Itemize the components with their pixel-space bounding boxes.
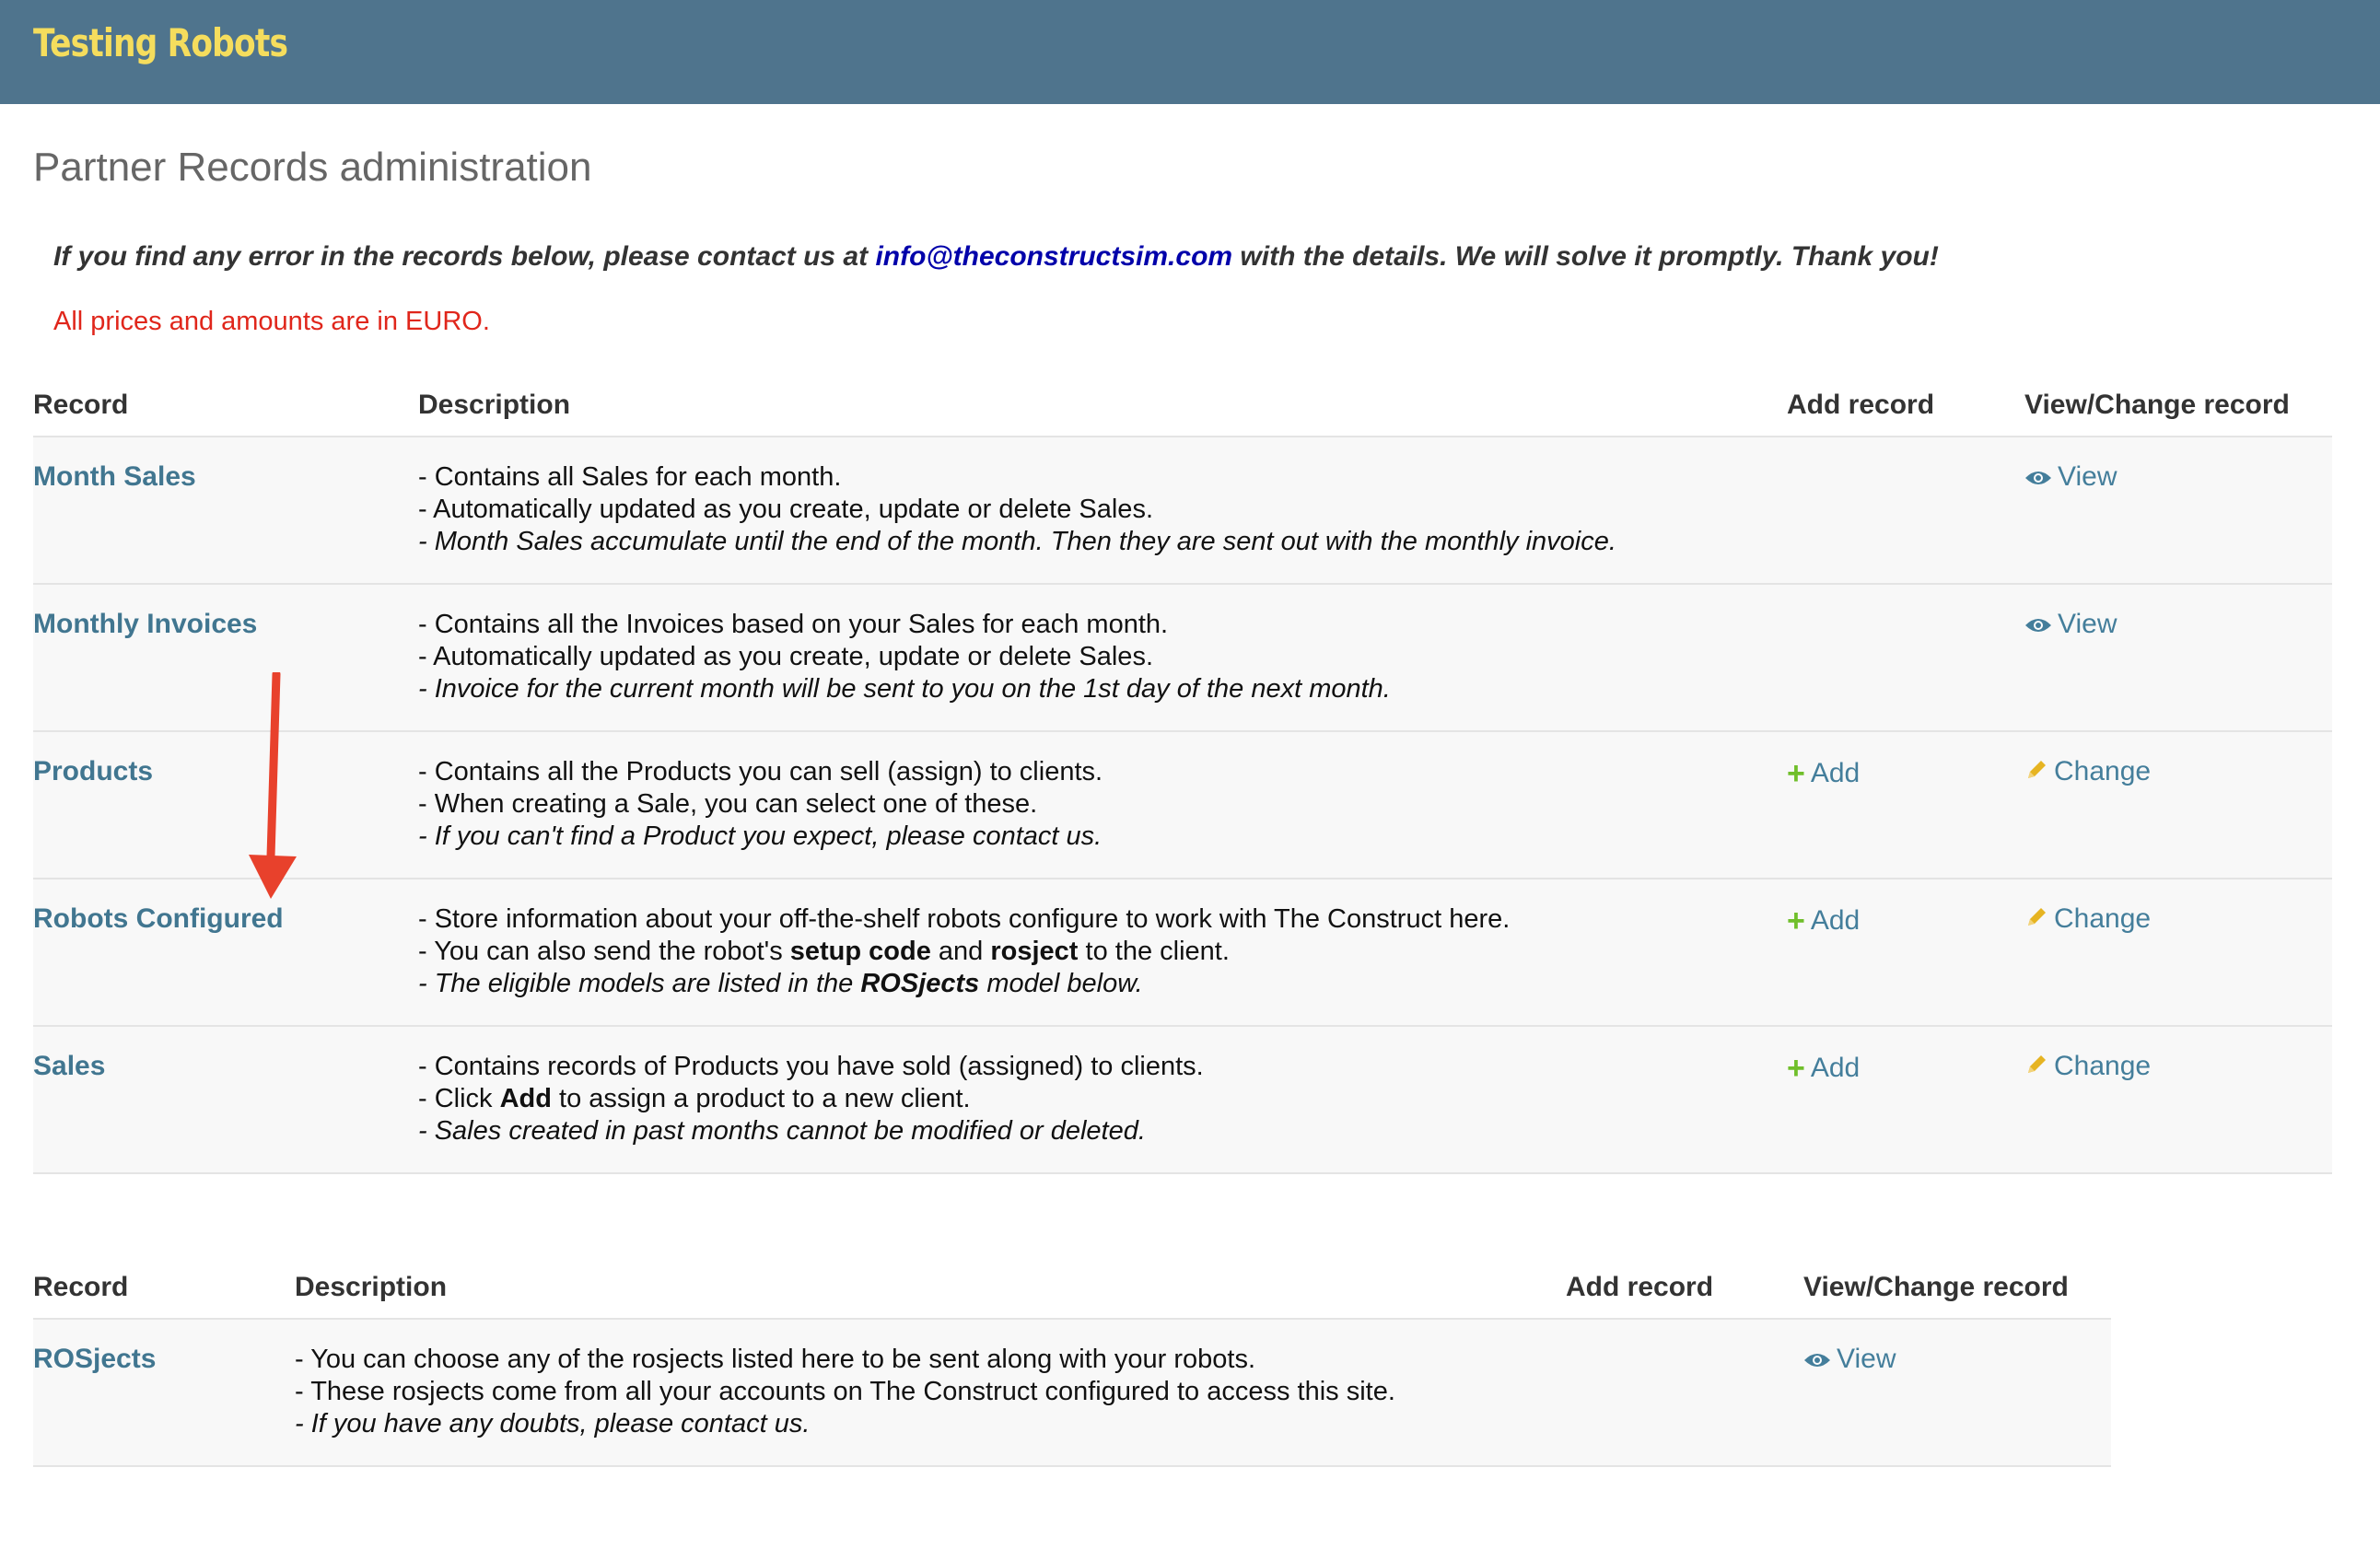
pencil-icon — [2024, 1053, 2048, 1084]
add-cell-empty — [1787, 584, 2024, 731]
change-link-products[interactable] — [2024, 756, 2151, 786]
table-row — [33, 879, 2332, 1026]
col-header-view-change-record: View/Change record — [2024, 390, 2290, 420]
table-row — [33, 1026, 2332, 1173]
record-description — [418, 1026, 1787, 1173]
page-title: Partner Records administration — [33, 145, 592, 190]
view-link-month-sales[interactable] — [2024, 461, 2117, 492]
add-label: Add — [1810, 1053, 1861, 1083]
eye-icon — [1803, 1345, 1831, 1377]
eye-icon — [2024, 611, 2052, 642]
col-header-record: Record — [33, 1272, 129, 1302]
record-link-products[interactable]: Products — [33, 756, 154, 786]
notice-text-after: with the details. We will solve it promptly. Thank you! — [1232, 241, 1939, 272]
col-header-description: Description — [418, 390, 571, 420]
desc-line: - You can choose any of the rosjects listed here to be sent along with your robots. — [295, 1345, 1256, 1374]
desc-line: - When creating a Sale, you can select one of these. — [418, 789, 1038, 819]
pencil-icon — [2024, 758, 2048, 789]
add-link-robots-configured[interactable] — [1787, 905, 1860, 936]
site-brand[interactable]: Testing Robots — [33, 20, 288, 65]
top-header — [0, 0, 2380, 104]
add-label: Add — [1810, 758, 1861, 788]
desc-line: - Contains all the Invoices based on your Sales for each month. — [418, 610, 1169, 639]
desc-text: and — [930, 937, 991, 966]
records-table — [33, 375, 2332, 1174]
desc-text: to assign a product to a new client. — [551, 1084, 971, 1113]
table-row — [33, 584, 2332, 731]
desc-line: - Automatically updated as you create, update or delete Sales. — [418, 495, 1153, 524]
desc-line — [418, 1083, 1787, 1115]
desc-bold: ROSjects — [860, 969, 980, 998]
view-label: View — [2058, 609, 2118, 639]
notice-text-before: If you find any error in the records below, please contact us at — [53, 241, 876, 272]
record-link-robots-configured[interactable]: Robots Configured — [33, 903, 284, 934]
change-label: Change — [2054, 1051, 2152, 1081]
plus-icon: + — [1787, 903, 1805, 938]
change-label: Change — [2054, 903, 2152, 934]
col-header-view-change-record: View/Change record — [1803, 1272, 2069, 1302]
currency-note: All prices and amounts are in EURO. — [53, 307, 490, 336]
table-header-row — [33, 1257, 2111, 1319]
record-description — [418, 584, 1787, 731]
col-header-record: Record — [33, 390, 129, 420]
desc-text: - You can also send the robot's — [418, 937, 790, 966]
col-header-add-record: Add record — [1566, 1272, 1714, 1302]
record-description — [418, 879, 1787, 1026]
change-link-robots-configured[interactable] — [2024, 903, 2151, 934]
desc-line: - If you can't find a Product you expect, please contact us. — [418, 821, 1102, 851]
view-label: View — [2058, 461, 2118, 492]
desc-line: - Month Sales accumulate until the end of the month. Then they are sent out with the monthly invoice. — [418, 527, 1616, 556]
desc-bold: Add — [499, 1084, 552, 1113]
desc-text: to the client. — [1078, 937, 1230, 966]
record-link-month-sales[interactable]: Month Sales — [33, 461, 196, 492]
add-cell-empty — [1787, 437, 2024, 584]
record-link-monthly-invoices[interactable]: Monthly Invoices — [33, 609, 258, 639]
add-link-products[interactable] — [1787, 756, 1861, 791]
table-row — [33, 1319, 2111, 1466]
add-label: Add — [1810, 905, 1861, 936]
error-contact-notice — [53, 241, 1939, 273]
desc-text: - Click — [418, 1084, 500, 1113]
desc-line — [418, 968, 1787, 1000]
view-link-rosjects[interactable] — [1803, 1344, 1896, 1374]
desc-bold: rosject — [990, 937, 1079, 966]
desc-text: model below. — [979, 969, 1143, 998]
desc-line: - Contains all the Products you can sell (assign) to clients. — [418, 757, 1103, 786]
add-link-sales[interactable] — [1787, 1051, 1861, 1086]
desc-line: - Contains records of Products you have sold (assigned) to clients. — [418, 1052, 1204, 1081]
record-link-rosjects[interactable]: ROSjects — [33, 1344, 157, 1374]
contact-email-link[interactable]: info@theconstructsim.com — [875, 241, 1233, 272]
desc-line: - If you have any doubts, please contact us. — [295, 1409, 811, 1438]
table-row — [33, 731, 2332, 879]
pencil-icon — [2024, 905, 2048, 937]
record-link-sales[interactable]: Sales — [33, 1051, 106, 1081]
desc-line: - Sales created in past months cannot be modified or deleted. — [418, 1116, 1146, 1146]
desc-bold: setup code — [789, 937, 931, 966]
table-header-row — [33, 375, 2332, 437]
col-header-add-record: Add record — [1787, 390, 1935, 420]
view-label: View — [1837, 1344, 1896, 1374]
record-description — [418, 437, 1787, 584]
desc-line: - Contains all Sales for each month. — [418, 462, 842, 492]
plus-icon: + — [1787, 1051, 1805, 1086]
view-link-monthly-invoices[interactable] — [2024, 609, 2117, 639]
eye-icon — [2024, 463, 2052, 495]
desc-line: - These rosjects come from all your accounts on The Construct configured to access this site. — [295, 1377, 1395, 1406]
annotation-arrow — [247, 672, 302, 907]
add-cell-empty — [1566, 1319, 1803, 1466]
record-description — [418, 731, 1787, 879]
record-description — [295, 1319, 1566, 1466]
change-link-sales[interactable] — [2024, 1051, 2151, 1081]
rosjects-table — [33, 1257, 2111, 1467]
desc-text: - The eligible models are listed in the — [418, 969, 861, 998]
desc-line: - Automatically updated as you create, update or delete Sales. — [418, 642, 1153, 671]
desc-line: - Invoice for the current month will be sent to you on the 1st day of the next month. — [418, 674, 1391, 704]
table-row — [33, 437, 2332, 584]
change-label: Change — [2054, 756, 2152, 786]
plus-icon: + — [1787, 756, 1805, 791]
desc-line: - Store information about your off-the-shelf robots configure to work with The Construct here. — [418, 904, 1511, 934]
col-header-description: Description — [295, 1272, 448, 1302]
desc-line — [418, 936, 1787, 968]
